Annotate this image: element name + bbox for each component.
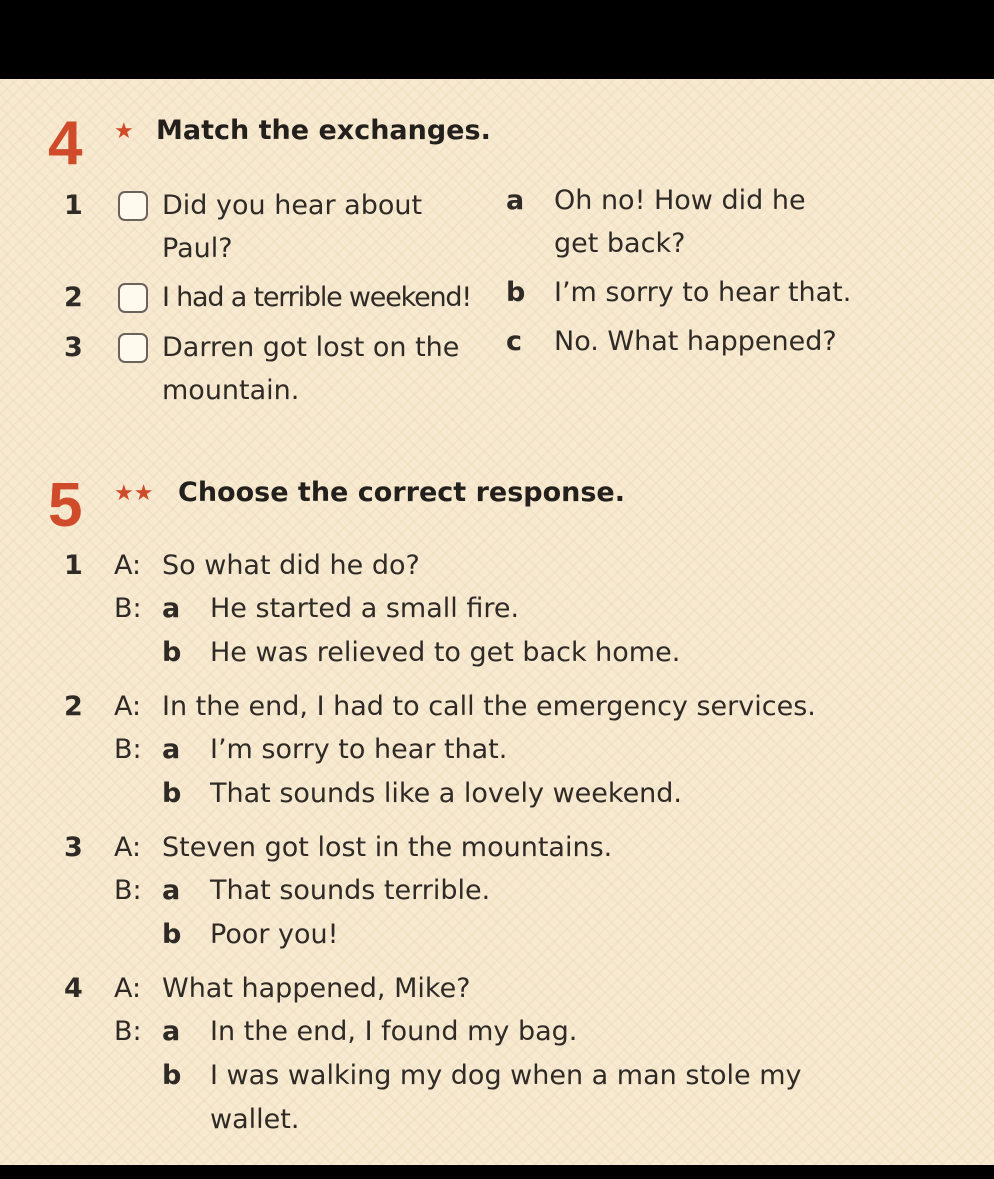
exercise-5-number: 5: [48, 471, 83, 540]
answer-box-3[interactable]: [118, 333, 148, 363]
option-b-text: I’m sorry to hear that.: [554, 277, 852, 308]
question-4-prompt: What happened, Mike?: [162, 973, 471, 1004]
answer-box-1[interactable]: [118, 191, 148, 221]
speaker-b-label: B:: [114, 734, 142, 765]
question-1-choice-b[interactable]: He was relieved to get back home.: [210, 637, 681, 668]
question-4-choice-a[interactable]: In the end, I found my bag.: [210, 1016, 578, 1047]
choice-a-letter: a: [162, 1016, 181, 1047]
option-a-text: Oh no! How did he get back?: [554, 185, 806, 260]
difficulty-stars: ★★: [114, 481, 154, 506]
item-1-text: Did you hear about Paul?: [162, 190, 423, 265]
choice-a-letter: a: [162, 875, 181, 906]
item-1-number: 1: [64, 190, 83, 221]
item-2-text: I had a terrible weekend!: [162, 282, 471, 313]
difficulty-stars: ★: [114, 119, 134, 144]
question-1-choice-a[interactable]: He started a small fire.: [210, 593, 520, 624]
choice-b-letter: b: [162, 637, 182, 668]
option-c-letter: c: [506, 326, 523, 357]
question-3-number: 3: [64, 832, 83, 863]
question-2-choice-a[interactable]: I’m sorry to hear that.: [210, 734, 508, 765]
worksheet-page: [0, 79, 994, 1165]
speaker-b-label: B:: [114, 593, 142, 624]
question-2-prompt: In the end, I had to call the emergency services.: [162, 691, 816, 722]
item-2-number: 2: [64, 282, 83, 313]
question-1-prompt: So what did he do?: [162, 550, 420, 581]
choice-b-letter: b: [162, 919, 182, 950]
exercise-4-title: Match the exchanges.: [156, 115, 491, 146]
item-3-text: Darren got lost on the mountain.: [162, 332, 460, 407]
exercise-4-number: 4: [48, 109, 83, 178]
bottom-bar: [0, 1165, 994, 1179]
question-1-number: 1: [64, 550, 83, 581]
option-a-letter: a: [506, 185, 525, 216]
question-3-choice-a[interactable]: That sounds terrible.: [210, 875, 491, 906]
speaker-a-label: A:: [114, 973, 142, 1004]
speaker-a-label: A:: [114, 691, 142, 722]
choice-b-letter: b: [162, 1060, 182, 1091]
exercise-5-title: Choose the correct response.: [178, 477, 626, 508]
question-3-prompt: Steven got lost in the mountains.: [162, 832, 613, 863]
option-b-letter: b: [506, 277, 526, 308]
question-3-choice-b[interactable]: Poor you!: [210, 919, 339, 950]
speaker-a-label: A:: [114, 550, 142, 581]
speaker-a-label: A:: [114, 832, 142, 863]
question-4-choice-b[interactable]: I was walking my dog when a man stole my wallet.: [210, 1060, 802, 1135]
item-3-number: 3: [64, 332, 83, 363]
question-2-choice-b[interactable]: That sounds like a lovely weekend.: [210, 778, 683, 809]
answer-box-2[interactable]: [118, 283, 148, 313]
speaker-b-label: B:: [114, 875, 142, 906]
choice-a-letter: a: [162, 593, 181, 624]
question-2-number: 2: [64, 691, 83, 722]
choice-a-letter: a: [162, 734, 181, 765]
option-c-text: No. What happened?: [554, 326, 837, 357]
question-4-number: 4: [64, 973, 83, 1004]
speaker-b-label: B:: [114, 1016, 142, 1047]
choice-b-letter: b: [162, 778, 182, 809]
